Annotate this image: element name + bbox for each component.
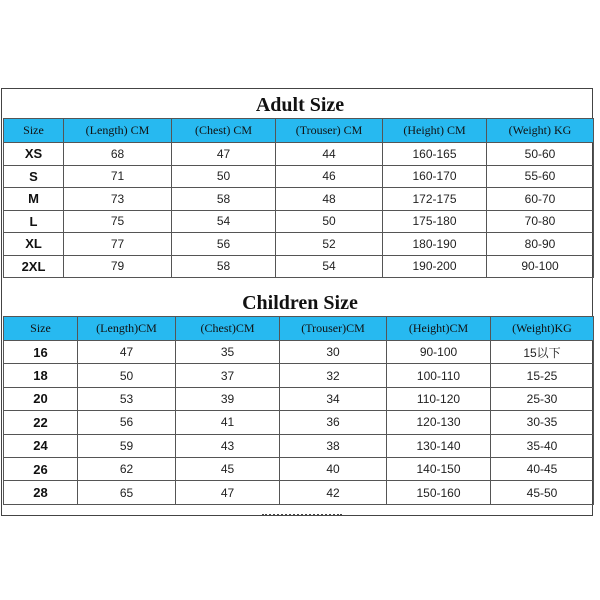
- height-cell: 90-100: [387, 341, 491, 364]
- chest-cell: 58: [172, 255, 276, 278]
- chest-cell: 58: [172, 188, 276, 211]
- table-row: [4, 411, 594, 434]
- weight-cell: 50-60: [487, 143, 594, 166]
- size-cell: 22: [4, 411, 78, 434]
- size-cell: 26: [4, 457, 78, 480]
- trouser-cell: 54: [276, 255, 383, 278]
- size-cell: XL: [4, 233, 64, 256]
- weight-cell: 70-80: [487, 210, 594, 233]
- trouser-cell: 36: [280, 411, 387, 434]
- adult-size-title: Adult Size: [255, 94, 345, 116]
- table-row: [4, 233, 594, 256]
- height-cell: 172-175: [383, 188, 487, 211]
- table-row: [4, 210, 594, 233]
- weight-cell: 25-30: [491, 387, 594, 410]
- header-trouser: (Trouser) CM: [276, 119, 383, 143]
- table-row: [4, 387, 594, 410]
- trouser-cell: 34: [280, 387, 387, 410]
- height-cell: 140-150: [387, 457, 491, 480]
- length-cell: 68: [64, 143, 172, 166]
- size-cell: 18: [4, 364, 78, 387]
- length-cell: 77: [64, 233, 172, 256]
- length-cell: 75: [64, 210, 172, 233]
- table-row: [4, 341, 594, 364]
- table-row: [4, 434, 594, 457]
- height-cell: 190-200: [383, 255, 487, 278]
- height-cell: 150-160: [387, 481, 491, 504]
- chest-cell: 50: [172, 165, 276, 188]
- weight-cell: 40-45: [491, 457, 594, 480]
- length-cell: 65: [78, 481, 176, 504]
- trouser-cell: 38: [280, 434, 387, 457]
- length-cell: 62: [78, 457, 176, 480]
- length-cell: 50: [78, 364, 176, 387]
- trouser-cell: 32: [280, 364, 387, 387]
- chest-cell: 37: [176, 364, 280, 387]
- height-cell: 160-170: [383, 165, 487, 188]
- adult-header-row: [4, 119, 594, 143]
- size-cell: S: [4, 165, 64, 188]
- size-cell: 20: [4, 387, 78, 410]
- table-row: [4, 364, 594, 387]
- weight-cell: 30-35: [491, 411, 594, 434]
- table-row: [4, 255, 594, 278]
- header-length: (Length)CM: [78, 317, 176, 341]
- children-header-row: [4, 317, 594, 341]
- table-row: [4, 143, 594, 166]
- length-cell: 79: [64, 255, 172, 278]
- weight-cell: 55-60: [487, 165, 594, 188]
- header-weight: (Weight) KG: [487, 119, 594, 143]
- header-size: Size: [4, 119, 64, 143]
- trouser-cell: 50: [276, 210, 383, 233]
- size-cell: L: [4, 210, 64, 233]
- height-cell: 175-180: [383, 210, 487, 233]
- header-chest: (Chest) CM: [172, 119, 276, 143]
- header-length: (Length) CM: [64, 119, 172, 143]
- table-row: [4, 457, 594, 480]
- cropped-text-remnant: [262, 514, 342, 524]
- length-cell: 47: [78, 341, 176, 364]
- chest-cell: 54: [172, 210, 276, 233]
- header-trouser: (Trouser)CM: [280, 317, 387, 341]
- height-cell: 100-110: [387, 364, 491, 387]
- chest-cell: 41: [176, 411, 280, 434]
- chest-cell: 56: [172, 233, 276, 256]
- children-size-table: [3, 316, 594, 505]
- trouser-cell: 44: [276, 143, 383, 166]
- weight-cell: 60-70: [487, 188, 594, 211]
- size-cell: 16: [4, 341, 78, 364]
- height-cell: 160-165: [383, 143, 487, 166]
- weight-cell: 45-50: [491, 481, 594, 504]
- height-cell: 120-130: [387, 411, 491, 434]
- weight-cell: 35-40: [491, 434, 594, 457]
- trouser-cell: 40: [280, 457, 387, 480]
- header-height: (Height)CM: [387, 317, 491, 341]
- chest-cell: 45: [176, 457, 280, 480]
- header-chest: (Chest)CM: [176, 317, 280, 341]
- weight-cell: 15以下: [491, 341, 594, 364]
- size-cell: 24: [4, 434, 78, 457]
- header-weight: (Weight)KG: [491, 317, 594, 341]
- length-cell: 71: [64, 165, 172, 188]
- weight-cell: 90-100: [487, 255, 594, 278]
- height-cell: 130-140: [387, 434, 491, 457]
- table-row: [4, 165, 594, 188]
- height-cell: 180-190: [383, 233, 487, 256]
- size-cell: 2XL: [4, 255, 64, 278]
- table-row: [4, 188, 594, 211]
- trouser-cell: 30: [280, 341, 387, 364]
- trouser-cell: 46: [276, 165, 383, 188]
- header-size: Size: [4, 317, 78, 341]
- size-cell: M: [4, 188, 64, 211]
- chest-cell: 47: [172, 143, 276, 166]
- length-cell: 56: [78, 411, 176, 434]
- trouser-cell: 52: [276, 233, 383, 256]
- length-cell: 73: [64, 188, 172, 211]
- table-row: [4, 481, 594, 504]
- trouser-cell: 42: [280, 481, 387, 504]
- size-cell: 28: [4, 481, 78, 504]
- chest-cell: 39: [176, 387, 280, 410]
- length-cell: 53: [78, 387, 176, 410]
- weight-cell: 80-90: [487, 233, 594, 256]
- header-height: (Height) CM: [383, 119, 487, 143]
- weight-cell: 15-25: [491, 364, 594, 387]
- children-size-title: Children Size: [242, 292, 358, 314]
- adult-size-table: [3, 118, 594, 278]
- height-cell: 110-120: [387, 387, 491, 410]
- chest-cell: 43: [176, 434, 280, 457]
- chest-cell: 35: [176, 341, 280, 364]
- chest-cell: 47: [176, 481, 280, 504]
- size-cell: XS: [4, 143, 64, 166]
- length-cell: 59: [78, 434, 176, 457]
- trouser-cell: 48: [276, 188, 383, 211]
